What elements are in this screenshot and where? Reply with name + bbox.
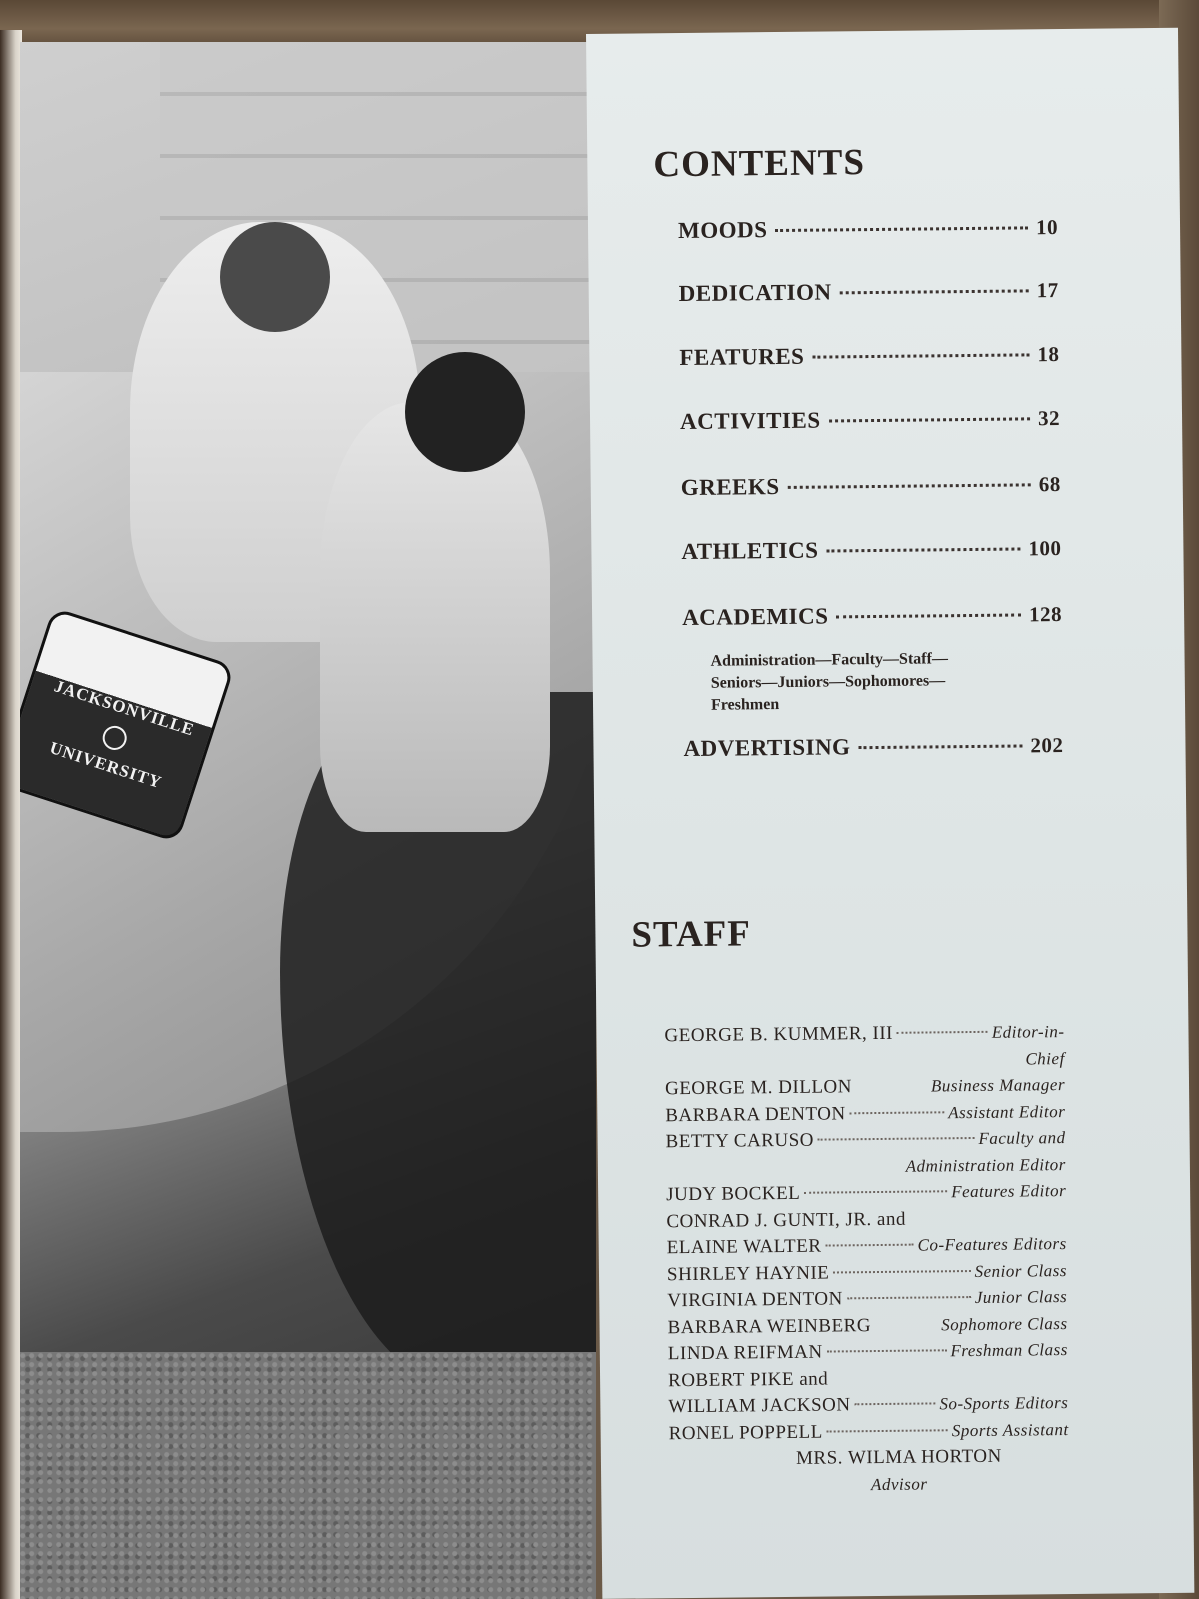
woman-head	[405, 352, 525, 472]
staff-row	[667, 1258, 1067, 1289]
staff-list	[664, 1019, 1069, 1500]
contents-page	[586, 28, 1194, 1599]
staff-row	[666, 1178, 1066, 1209]
staff-leader	[856, 1084, 927, 1087]
toc-leader	[840, 289, 1029, 294]
staff-row	[665, 1099, 1065, 1130]
toc-leader	[858, 744, 1022, 749]
staff-name: JUDY BOCKEL	[666, 1182, 801, 1206]
staff-leader	[855, 1402, 936, 1405]
toc-label: MOODS	[677, 217, 768, 244]
toc-entry	[678, 214, 1058, 244]
staff-role: Business Manager	[930, 1075, 1066, 1096]
toc-page: 68	[1038, 472, 1061, 497]
contents-title: CONTENTS	[653, 142, 866, 186]
campus-photo	[20, 42, 596, 1599]
staff-row	[667, 1231, 1067, 1262]
staff-name: LINDA REIFMAN	[667, 1341, 823, 1365]
staff-role: Co-Features Editors	[917, 1234, 1067, 1255]
staff-leader	[825, 1244, 913, 1247]
staff-name: BETTY CARUSO	[665, 1129, 815, 1153]
staff-leader	[847, 1296, 971, 1299]
woman-figure	[320, 402, 550, 832]
toc-page: 17	[1036, 278, 1059, 303]
staff-row	[667, 1311, 1067, 1342]
staff-leader	[897, 1031, 988, 1034]
toc-entry	[679, 277, 1059, 307]
toc-page: 128	[1028, 602, 1063, 627]
toc-entry	[680, 405, 1060, 435]
toc-leader	[826, 547, 1020, 552]
staff-role: Sports Assistant	[951, 1419, 1069, 1440]
staff-row	[669, 1470, 1069, 1501]
staff-role: Assistant Editor	[948, 1101, 1066, 1122]
staff-row	[668, 1364, 1068, 1395]
toc-page: 10	[1035, 215, 1059, 240]
toc-entry	[683, 732, 1063, 762]
staff-row	[665, 1046, 1065, 1077]
toc-leader	[775, 226, 1028, 232]
staff-row	[665, 1072, 1065, 1103]
staff-row	[664, 1019, 1064, 1050]
toc-label: ATHLETICS	[681, 537, 819, 565]
staff-name: GEORGE B. KUMMER, III	[664, 1022, 894, 1047]
toc-label: ACTIVITIES	[679, 407, 821, 435]
toc-page: 202	[1030, 733, 1064, 758]
staff-name: ROBERT PIKE and	[667, 1368, 829, 1391]
toc-leader	[829, 417, 1031, 422]
staff-row	[666, 1205, 1066, 1236]
book-spine-edge	[0, 30, 22, 1599]
toc-page: 18	[1037, 342, 1060, 367]
staff-row	[668, 1390, 1068, 1421]
staff-leader	[875, 1323, 937, 1326]
staff-role: Freshman Class	[950, 1340, 1068, 1361]
toc-label: ACADEMICS	[681, 603, 829, 631]
toc-entry	[682, 601, 1062, 631]
staff-name: GEORGE M. DILLON	[664, 1076, 853, 1100]
staff-role: Junior Class	[974, 1287, 1068, 1307]
staff-role: Editor-in-	[991, 1022, 1065, 1042]
staff-name: WILLIAM JACKSON	[668, 1394, 851, 1418]
staff-role: Advisor	[870, 1474, 928, 1494]
toc-entry	[681, 471, 1061, 501]
staff-role: Senior Class	[974, 1260, 1068, 1281]
staff-row	[665, 1125, 1065, 1156]
toc-page: 100	[1028, 536, 1062, 561]
staff-role: Chief	[1025, 1048, 1065, 1068]
staff-role: Features Editor	[951, 1181, 1067, 1202]
toc-sub-line: Administration—Faculty—Staff—	[710, 650, 948, 670]
staff-title: STAFF	[631, 913, 752, 956]
staff-row	[669, 1417, 1069, 1448]
man-head	[220, 222, 330, 332]
staff-row	[667, 1284, 1067, 1315]
staff-name: SHIRLEY HAYNIE	[666, 1262, 830, 1285]
staff-name: CONRAD J. GUNTI, JR. and	[666, 1208, 907, 1232]
staff-leader	[804, 1190, 947, 1193]
gravel-ground	[20, 1352, 596, 1599]
staff-name: ELAINE WALTER	[666, 1235, 822, 1259]
staff-leader	[827, 1429, 948, 1432]
staff-name: VIRGINIA DENTON	[667, 1288, 843, 1312]
bag-line-1: JACKSONVILLE	[51, 676, 197, 740]
toc-sub-line: Freshmen	[710, 696, 780, 714]
toc-label: ADVERTISING	[683, 734, 851, 762]
staff-role: So-Sports Editors	[939, 1393, 1069, 1414]
staff-leader	[850, 1111, 945, 1114]
staff-leader	[833, 1270, 970, 1273]
staff-row	[668, 1337, 1068, 1368]
staff-name: RONEL POPPELL	[668, 1421, 823, 1444]
staff-role: Faculty and	[978, 1128, 1066, 1148]
staff-name: BARBARA DENTON	[665, 1102, 846, 1126]
staff-row	[666, 1152, 1066, 1183]
toc-label: FEATURES	[679, 343, 805, 371]
staff-role: Sophomore Class	[941, 1313, 1068, 1334]
toc-entry	[679, 341, 1059, 371]
academics-subsections	[710, 647, 1051, 717]
staff-role: Administration Editor	[905, 1154, 1066, 1176]
toc-leader	[788, 483, 1031, 489]
toc-label: DEDICATION	[678, 279, 832, 307]
toc-page: 32	[1037, 406, 1061, 431]
toc-label: GREEKS	[680, 473, 780, 501]
toc-leader	[812, 353, 1029, 358]
toc-sub-line: Seniors—Juniors—Sophomores—	[710, 672, 946, 692]
staff-row	[669, 1443, 1069, 1474]
toc-entry	[681, 535, 1061, 565]
staff-leader	[818, 1137, 974, 1141]
staff-name: BARBARA WEINBERG	[667, 1314, 872, 1338]
staff-leader	[827, 1349, 947, 1352]
toc-leader	[836, 613, 1021, 618]
staff-name: MRS. WILMA HORTON	[795, 1445, 1002, 1469]
bag-line-2: UNIVERSITY	[47, 737, 165, 793]
